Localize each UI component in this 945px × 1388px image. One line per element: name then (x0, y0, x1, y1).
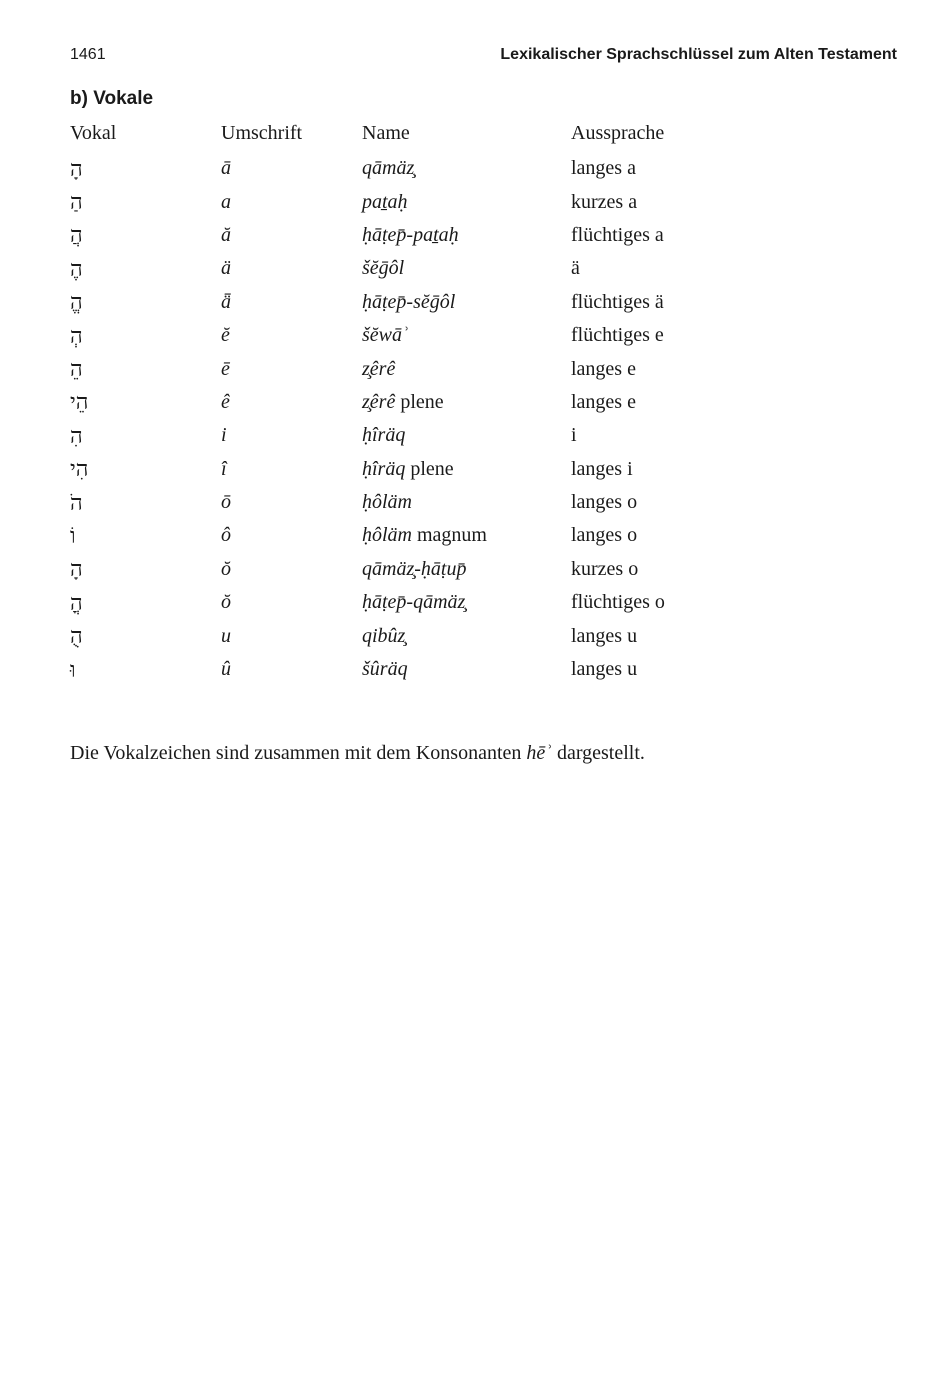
vokal-cell (70, 619, 221, 652)
name-cell-text: ḥôläm (362, 524, 412, 547)
vokal-cell (70, 352, 221, 385)
table-row (70, 252, 770, 285)
name-cell-text: ḥîräq (362, 457, 406, 480)
name-cell-text: ḥāṭep̄-sĕḡôl (362, 290, 456, 313)
umschrift-cell-text: ŏ (221, 591, 231, 614)
vokal-cell (70, 486, 221, 519)
aussprache-cell-text: langes e (571, 357, 636, 380)
table-row (70, 185, 770, 218)
aussprache-cell (571, 185, 770, 218)
name-cell-text: ḥāṭep̄-paṯaḥ (362, 223, 459, 246)
name-suffix: plene (395, 390, 444, 413)
umschrift-cell-text: ä (221, 257, 231, 280)
aussprache-cell-text: langes u (571, 624, 638, 647)
aussprache-cell (571, 319, 770, 352)
name-cell-text: qibûz̧ (362, 624, 406, 647)
name-cell (362, 185, 571, 218)
aussprache-cell (571, 553, 770, 586)
table-row (70, 453, 770, 486)
umschrift-cell-text: i (221, 424, 227, 447)
column-header-umschrift: Umschrift (221, 122, 303, 144)
vokal-cell-text: הֱ (70, 290, 83, 316)
name-cell (362, 553, 571, 586)
umschrift-cell-text: u (221, 624, 231, 647)
aussprache-cell (571, 619, 770, 652)
name-cell-text: ḥîräq (362, 424, 406, 447)
aussprache-cell-text: kurzes o (571, 557, 639, 580)
table-row (70, 619, 770, 652)
name-cell (362, 352, 571, 385)
umschrift-cell-text: a (221, 190, 231, 213)
umschrift-cell (221, 252, 362, 285)
vokal-cell-text: הֶ (70, 256, 83, 282)
aussprache-cell (571, 352, 770, 385)
table-row (70, 352, 770, 385)
name-cell (362, 486, 571, 519)
name-cell (362, 519, 571, 552)
table-row (70, 553, 770, 586)
footnote (70, 742, 890, 765)
vokal-cell-text: הִי (70, 457, 89, 483)
aussprache-cell-text: flüchtiges ä (571, 290, 664, 313)
table-row (70, 319, 770, 352)
name-cell (362, 219, 571, 252)
vokal-cell-text: הָ (70, 156, 83, 182)
umschrift-cell (221, 419, 362, 452)
vokal-cell (70, 252, 221, 285)
aussprache-cell (571, 386, 770, 419)
aussprache-cell-text: langes u (571, 658, 638, 681)
table-row (70, 419, 770, 452)
table-row (70, 386, 770, 419)
vokal-cell (70, 286, 221, 319)
footnote-text-before: Die Vokalzeichen sind zusammen mit dem Konsonanten (70, 742, 527, 764)
umschrift-cell (221, 619, 362, 652)
vokal-cell-text: וֹ (70, 523, 76, 549)
umschrift-cell (221, 486, 362, 519)
aussprache-cell (571, 586, 770, 619)
name-cell-text: ḥāṭep̄-qāmäz̧ (362, 591, 466, 614)
vokal-cell (70, 386, 221, 419)
umschrift-cell-text: ă (221, 223, 231, 246)
name-cell-text: šĕwāʾ (362, 324, 409, 347)
umschrift-cell-text: û (221, 658, 231, 681)
vokal-cell (70, 453, 221, 486)
aussprache-cell (571, 653, 770, 686)
name-cell-text: qāmäz̧-ḥāṭup̄ (362, 557, 467, 580)
table-row (70, 219, 770, 252)
umschrift-cell (221, 553, 362, 586)
vokal-cell (70, 653, 221, 686)
vokal-cell-text: הֵ (70, 357, 83, 383)
aussprache-cell-text: i (571, 424, 577, 447)
table-row (70, 586, 770, 619)
name-cell-text: z̧êrê (362, 390, 396, 413)
name-cell-text: paṯaḥ (362, 190, 408, 213)
table-row (70, 286, 770, 319)
aussprache-cell-text: langes e (571, 390, 636, 413)
aussprache-cell-text: langes o (571, 491, 638, 514)
vokal-cell-text: וּ (70, 657, 76, 683)
page-number: 1461 (70, 46, 106, 63)
name-cell (362, 386, 571, 419)
page-header (70, 46, 897, 66)
vokal-cell-text: הַ (70, 190, 83, 216)
aussprache-cell (571, 152, 770, 185)
name-cell (362, 252, 571, 285)
umschrift-cell-text: ǟ (221, 290, 231, 313)
vokal-cell (70, 553, 221, 586)
name-cell (362, 152, 571, 185)
name-cell (362, 586, 571, 619)
name-cell-text: z̧êrê (362, 357, 396, 380)
column-header-aussprache: Aussprache (571, 122, 665, 144)
umschrift-cell-text: ō (221, 491, 231, 514)
umschrift-cell (221, 319, 362, 352)
vokal-cell (70, 319, 221, 352)
aussprache-cell (571, 219, 770, 252)
aussprache-cell-text: kurzes a (571, 190, 638, 213)
table-row (70, 519, 770, 552)
umschrift-cell (221, 286, 362, 319)
name-cell (362, 286, 571, 319)
vokal-cell (70, 419, 221, 452)
aussprache-cell-text: ä (571, 257, 580, 280)
umschrift-cell (221, 152, 362, 185)
column-header-vokal: Vokal (70, 122, 117, 144)
vokal-cell-text: הֲ (70, 223, 83, 249)
aussprache-cell (571, 252, 770, 285)
aussprache-cell (571, 419, 770, 452)
vokal-cell-text: הֳ (70, 590, 83, 616)
table-row (70, 653, 770, 686)
aussprache-cell (571, 453, 770, 486)
name-cell-text: šûräq (362, 658, 408, 681)
umschrift-cell-text: ē (221, 357, 230, 380)
umschrift-cell (221, 185, 362, 218)
umschrift-cell (221, 219, 362, 252)
running-title: Lexikalischer Sprachschlüssel zum Alten Testament (500, 46, 897, 63)
name-cell (362, 653, 571, 686)
vokal-cell (70, 185, 221, 218)
umschrift-cell-text: ŏ (221, 557, 231, 580)
footnote-text-after: dargestellt. (551, 742, 645, 764)
aussprache-cell-text: langes i (571, 457, 633, 480)
umschrift-cell (221, 519, 362, 552)
name-cell (362, 319, 571, 352)
vokal-cell-text: הֻ (70, 624, 83, 650)
aussprache-cell (571, 519, 770, 552)
umschrift-cell (221, 352, 362, 385)
name-cell-text: qāmäz̧ (362, 157, 415, 180)
vokal-cell (70, 219, 221, 252)
aussprache-cell-text: flüchtiges a (571, 223, 664, 246)
umschrift-cell-text: ĕ (221, 324, 230, 347)
table-header-row (70, 122, 770, 152)
vowel-table (70, 122, 770, 686)
aussprache-cell-text: langes o (571, 524, 638, 547)
aussprache-cell-text: langes a (571, 157, 636, 180)
name-cell-text: šĕḡôl (362, 257, 405, 280)
umschrift-cell (221, 586, 362, 619)
vokal-cell-text: הֹ (70, 490, 83, 516)
aussprache-cell-text: flüchtiges e (571, 324, 664, 347)
umschrift-cell-text: ê (221, 390, 230, 413)
name-suffix: magnum (412, 524, 487, 547)
aussprache-cell (571, 286, 770, 319)
name-cell (362, 453, 571, 486)
umschrift-cell-text: î (221, 457, 227, 480)
vokal-cell (70, 519, 221, 552)
column-header-name: Name (362, 122, 410, 144)
vokal-cell-text: הִ (70, 423, 83, 449)
vokal-cell-text: הֵי (70, 390, 89, 416)
name-cell (362, 419, 571, 452)
aussprache-cell (571, 486, 770, 519)
name-suffix: plene (405, 457, 454, 480)
table-row (70, 486, 770, 519)
name-cell-text: ḥôläm (362, 491, 412, 514)
footnote-term: hēʾ (526, 742, 552, 764)
vowel-rows (70, 152, 770, 686)
umschrift-cell (221, 653, 362, 686)
umschrift-cell-text: ô (221, 524, 231, 547)
umschrift-cell (221, 386, 362, 419)
vokal-cell (70, 152, 221, 185)
vokal-cell-text: הְ (70, 323, 83, 349)
name-cell (362, 619, 571, 652)
table-row (70, 152, 770, 185)
aussprache-cell-text: flüchtiges o (571, 591, 665, 614)
vokal-cell-text: הָ (70, 557, 83, 583)
umschrift-cell (221, 453, 362, 486)
umschrift-cell-text: ā (221, 157, 231, 180)
section-heading: b) Vokale (70, 88, 154, 109)
vokal-cell (70, 586, 221, 619)
